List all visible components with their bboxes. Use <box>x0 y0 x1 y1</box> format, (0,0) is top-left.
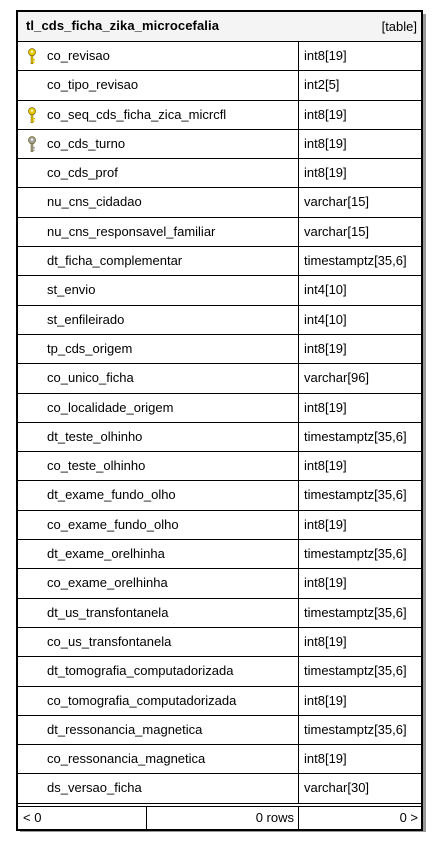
column-name: co_exame_orelhinha <box>47 575 168 591</box>
table-kind-badge: [table] <box>381 19 417 34</box>
column-row[interactable] <box>18 716 421 745</box>
column-divider <box>298 42 299 71</box>
column-name: co_tomografia_computadorizada <box>47 692 237 708</box>
column-type: int4[10] <box>304 311 347 327</box>
column-type: int8[19] <box>304 135 347 151</box>
column-divider <box>298 247 299 276</box>
column-divider <box>298 657 299 686</box>
column-divider <box>298 423 299 452</box>
column-divider <box>298 335 299 364</box>
column-name: co_cds_prof <box>47 165 118 181</box>
column-name: dt_exame_fundo_olho <box>47 487 176 503</box>
column-name: co_us_transfontanela <box>47 633 172 649</box>
column-row[interactable] <box>18 188 421 217</box>
column-divider <box>298 745 299 774</box>
column-type: int4[10] <box>304 282 347 298</box>
entity-box[interactable] <box>16 10 423 831</box>
column-name: co_exame_fundo_olho <box>47 516 179 532</box>
column-name: dt_ficha_complementar <box>47 253 183 269</box>
column-divider <box>298 276 299 305</box>
column-type: varchar[15] <box>304 223 370 239</box>
column-type: int8[19] <box>304 633 347 649</box>
next-page-button[interactable]: 0 > <box>399 810 418 825</box>
column-divider <box>298 394 299 423</box>
entity-header[interactable] <box>18 12 421 42</box>
column-divider <box>298 569 299 598</box>
column-type: int8[19] <box>304 48 347 63</box>
primary-key-icon <box>27 107 37 124</box>
column-divider <box>298 481 299 510</box>
column-type: int8[19] <box>304 575 347 591</box>
column-type: timestamptz[35,6] <box>304 253 407 269</box>
column-row[interactable] <box>18 569 421 598</box>
column-divider <box>298 364 299 393</box>
column-type: timestamptz[35,6] <box>304 663 407 679</box>
column-divider <box>298 101 299 130</box>
column-name: nu_cns_responsavel_familiar <box>47 223 216 239</box>
column-row[interactable] <box>18 42 421 71</box>
column-type: int2[5] <box>304 77 340 93</box>
column-row[interactable] <box>18 130 421 159</box>
column-name: co_cds_turno <box>47 135 126 151</box>
column-divider <box>298 71 299 100</box>
prev-page-button[interactable]: < 0 <box>23 810 42 825</box>
entity-footer <box>18 806 421 829</box>
primary-key-icon <box>27 48 37 65</box>
column-type: timestamptz[35,6] <box>304 721 407 737</box>
column-divider <box>298 599 299 628</box>
column-type: int8[19] <box>304 106 347 122</box>
column-divider <box>298 511 299 540</box>
column-row[interactable] <box>18 218 421 247</box>
column-row[interactable] <box>18 247 421 276</box>
column-name: dt_tomografia_computadorizada <box>47 663 234 679</box>
column-row[interactable] <box>18 335 421 364</box>
column-row[interactable] <box>18 276 421 305</box>
column-row[interactable] <box>18 628 421 657</box>
column-row[interactable] <box>18 745 421 774</box>
column-type: varchar[96] <box>304 370 370 386</box>
column-divider <box>298 687 299 716</box>
column-row[interactable] <box>18 394 421 423</box>
column-type: timestamptz[35,6] <box>304 487 407 503</box>
table-name: tl_cds_ficha_zika_microcefalia <box>26 18 220 33</box>
column-name: co_unico_ficha <box>47 370 134 386</box>
column-type: varchar[15] <box>304 194 370 210</box>
column-name: ds_versao_ficha <box>47 780 142 796</box>
row-count: 0 rows <box>255 810 294 825</box>
column-type: int8[19] <box>304 516 347 532</box>
column-type: int8[19] <box>304 340 347 356</box>
column-name: dt_us_transfontanela <box>47 604 169 620</box>
column-name: dt_ressonancia_magnetica <box>47 721 203 737</box>
column-row[interactable] <box>18 306 421 335</box>
column-name: co_localidade_origem <box>47 399 174 415</box>
column-row[interactable] <box>18 452 421 481</box>
column-row[interactable] <box>18 159 421 188</box>
column-name: co_seq_cds_ficha_zica_micrcfl <box>47 106 227 122</box>
column-type: int8[19] <box>304 751 347 767</box>
column-row[interactable] <box>18 481 421 510</box>
column-row[interactable] <box>18 687 421 716</box>
column-row[interactable] <box>18 774 421 803</box>
column-name: st_enfileirado <box>47 311 125 327</box>
column-row[interactable] <box>18 657 421 686</box>
column-name: dt_teste_olhinho <box>47 428 143 444</box>
column-name: co_teste_olhinho <box>47 458 146 474</box>
column-type: int8[19] <box>304 165 347 181</box>
column-row[interactable] <box>18 423 421 452</box>
column-divider <box>298 188 299 217</box>
column-row[interactable] <box>18 599 421 628</box>
column-name: st_envio <box>47 282 96 298</box>
column-name: nu_cns_cidadao <box>47 194 142 210</box>
column-divider <box>298 628 299 657</box>
column-divider <box>298 130 299 159</box>
column-name: co_tipo_revisao <box>47 77 139 93</box>
column-type: int8[19] <box>304 399 347 415</box>
column-divider <box>298 774 299 803</box>
column-type: varchar[30] <box>304 780 370 796</box>
column-type: timestamptz[35,6] <box>304 546 407 562</box>
foreign-key-icon <box>27 136 37 153</box>
column-divider <box>298 218 299 247</box>
column-row[interactable] <box>18 511 421 540</box>
column-name: tp_cds_origem <box>47 340 133 356</box>
column-divider <box>298 716 299 745</box>
column-name: dt_exame_orelhinha <box>47 546 165 562</box>
column-name: co_ressonancia_magnetica <box>47 751 206 767</box>
column-list <box>18 42 421 804</box>
column-row[interactable] <box>18 540 421 569</box>
column-divider <box>298 159 299 188</box>
column-divider <box>298 540 299 569</box>
column-row[interactable] <box>18 101 421 130</box>
column-divider <box>298 452 299 481</box>
column-divider <box>298 306 299 335</box>
column-name: co_revisao <box>47 48 110 63</box>
column-row[interactable] <box>18 71 421 100</box>
column-type: int8[19] <box>304 692 347 708</box>
column-row[interactable] <box>18 364 421 393</box>
column-type: timestamptz[35,6] <box>304 428 407 444</box>
column-type: timestamptz[35,6] <box>304 604 407 620</box>
column-type: int8[19] <box>304 458 347 474</box>
